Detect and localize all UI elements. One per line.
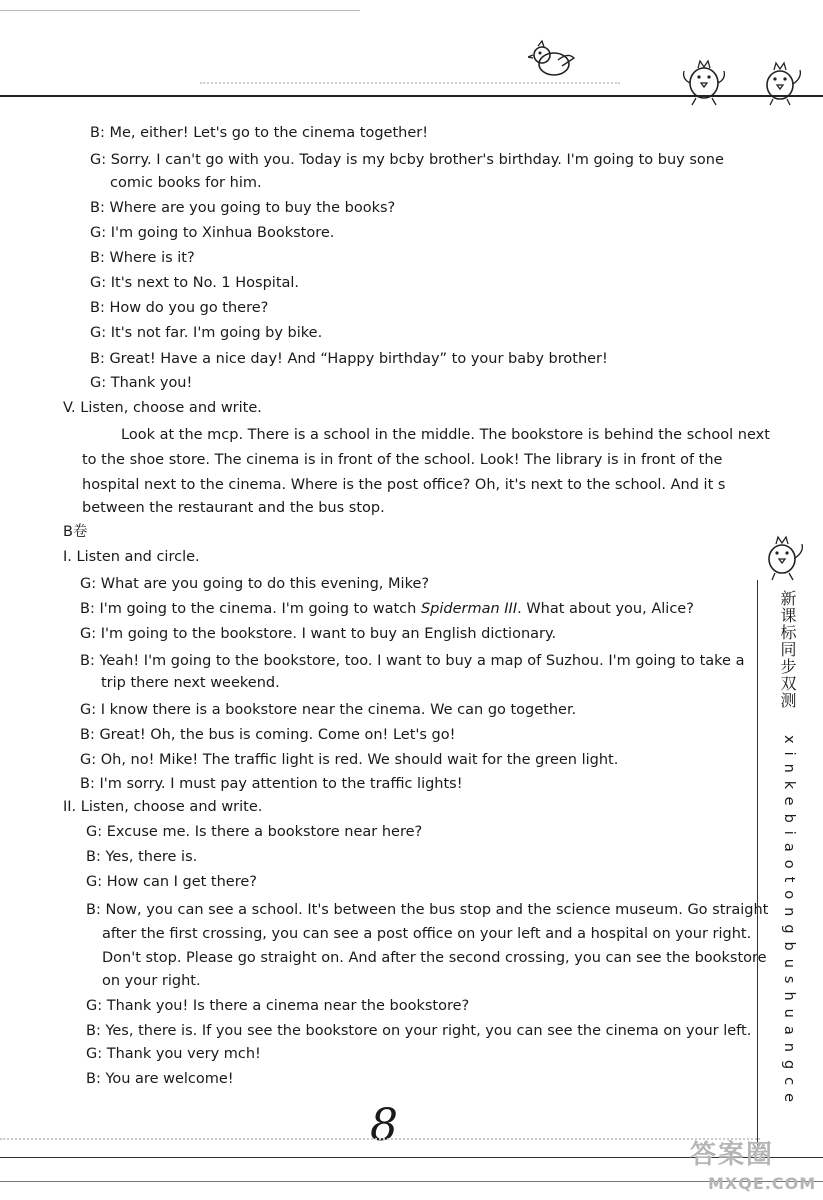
dialogue-line: B: Where is it? [90,250,195,266]
dialogue-line: G: I'm going to Xinhua Bookstore. [90,225,335,241]
dialogue-line: B: You are welcome! [86,1071,234,1087]
dialogue-line: G: It's next to No. 1 Hospital. [90,275,300,291]
bird-icon [528,38,576,80]
dialogue-line: B: I'm sorry. I must pay attention to the traffic lights! [80,776,463,792]
dialogue-line: G: Thank you! Is there a cinema near the bookstore? [86,998,470,1014]
dialogue-line: Don't stop. Please go straight on. And after the second crossing, you can see the bookstore [102,950,767,966]
dialogue-text: . What about you, Alice? [517,601,694,617]
watermark-en: MXQE.COM [708,1174,817,1193]
page-number: 8 [370,1100,398,1151]
dialogue-line: B: Now, you can see a school. It's between the bus stop and the science museum. Go straight [86,902,769,918]
dialogue-line: B: Where are you going to buy the books? [90,200,396,216]
dialogue-line: comic books for him. [110,175,262,191]
paragraph-line: Look at the mcp. There is a school in the middle. The bookstore is behind the school next [121,427,770,443]
dialogue-line: B: Yeah! I'm going to the bookstore, too. I want to buy a map of Suzhou. I'm going to take a [80,653,745,669]
dialogue-line: G: I know there is a bookstore near the cinema. We can go together. [80,702,577,718]
dialogue-line: G: I'm going to the bookstore. I want to buy an English dictionary. [80,626,557,642]
dialogue-line: G: How can I get there? [86,874,257,890]
dialogue-line [80,599,694,619]
paragraph-line: between the restaurant and the bus stop. [82,500,385,516]
dialogue-line: B: Yes, there is. If you see the bookstore on your right, you can see the cinema on your left. [86,1023,752,1039]
paragraph-line: to the shoe store. The cinema is in front of the school. Look! The library is in front of the [82,452,723,468]
dialogue-line: G: What are you going to do this evening, Mike? [80,576,430,592]
dialogue-line: G: It's not far. I'm going by bike. [90,325,323,341]
dialogue-line: trip there next weekend. [101,675,280,691]
bird-icon [758,58,804,106]
sidebar-rule [757,580,758,1150]
footer-decoration [0,1138,760,1140]
dialogue-line: G: Excuse me. Is there a bookstore near here? [86,824,423,840]
bird-icon [680,55,728,107]
section-heading: II. Listen, choose and write. [63,799,263,815]
dialogue-line: after the first crossing, you can see a post office on your left and a hospital on your right. [102,926,752,942]
section-heading: V. Listen, choose and write. [63,400,262,416]
sidebar-pinyin: xinkebiaotongbushuangce [781,735,797,1111]
dialogue-line: B: Yes, there is. [86,849,198,865]
paragraph-line: hospital next to the cinema. Where is the post office? Oh, it's next to the school. And it s [82,477,726,493]
section-heading: I. Listen and circle. [63,549,200,565]
top-rule [0,10,360,11]
header-rule [0,95,823,97]
dialogue-line: B: How do you go there? [90,300,269,316]
watermark-cn: 答案圈 [690,1140,775,1170]
sidebar-title: 新课标同步双测 [778,590,797,709]
bird-icon [760,532,806,582]
dialogue-line: G: Thank you very mch! [86,1046,261,1062]
dialogue-line: B: Me, either! Let's go to the cinema together! [90,125,429,141]
dialogue-line: G: Sorry. I can't go with you. Today is my bcby brother's birthday. I'm going to buy sone [90,152,724,168]
dialogue-line: on your right. [102,973,201,989]
dialogue-line: B: Great! Oh, the bus is coming. Come on! Let's go! [80,727,456,743]
dialogue-line: B: Great! Have a nice day! And “Happy birthday” to your baby brother! [90,351,608,367]
part-label: B卷 [63,524,88,540]
dialogue-line: G: Oh, no! Mike! The traffic light is red. We should wait for the green light. [80,752,619,768]
dialogue-line: G: Thank you! [90,375,193,391]
movie-title: Spiderman III [420,601,518,617]
dialogue-text: B: I'm going to the cinema. I'm going to watch [80,601,421,617]
watermark-logo [690,1134,820,1196]
